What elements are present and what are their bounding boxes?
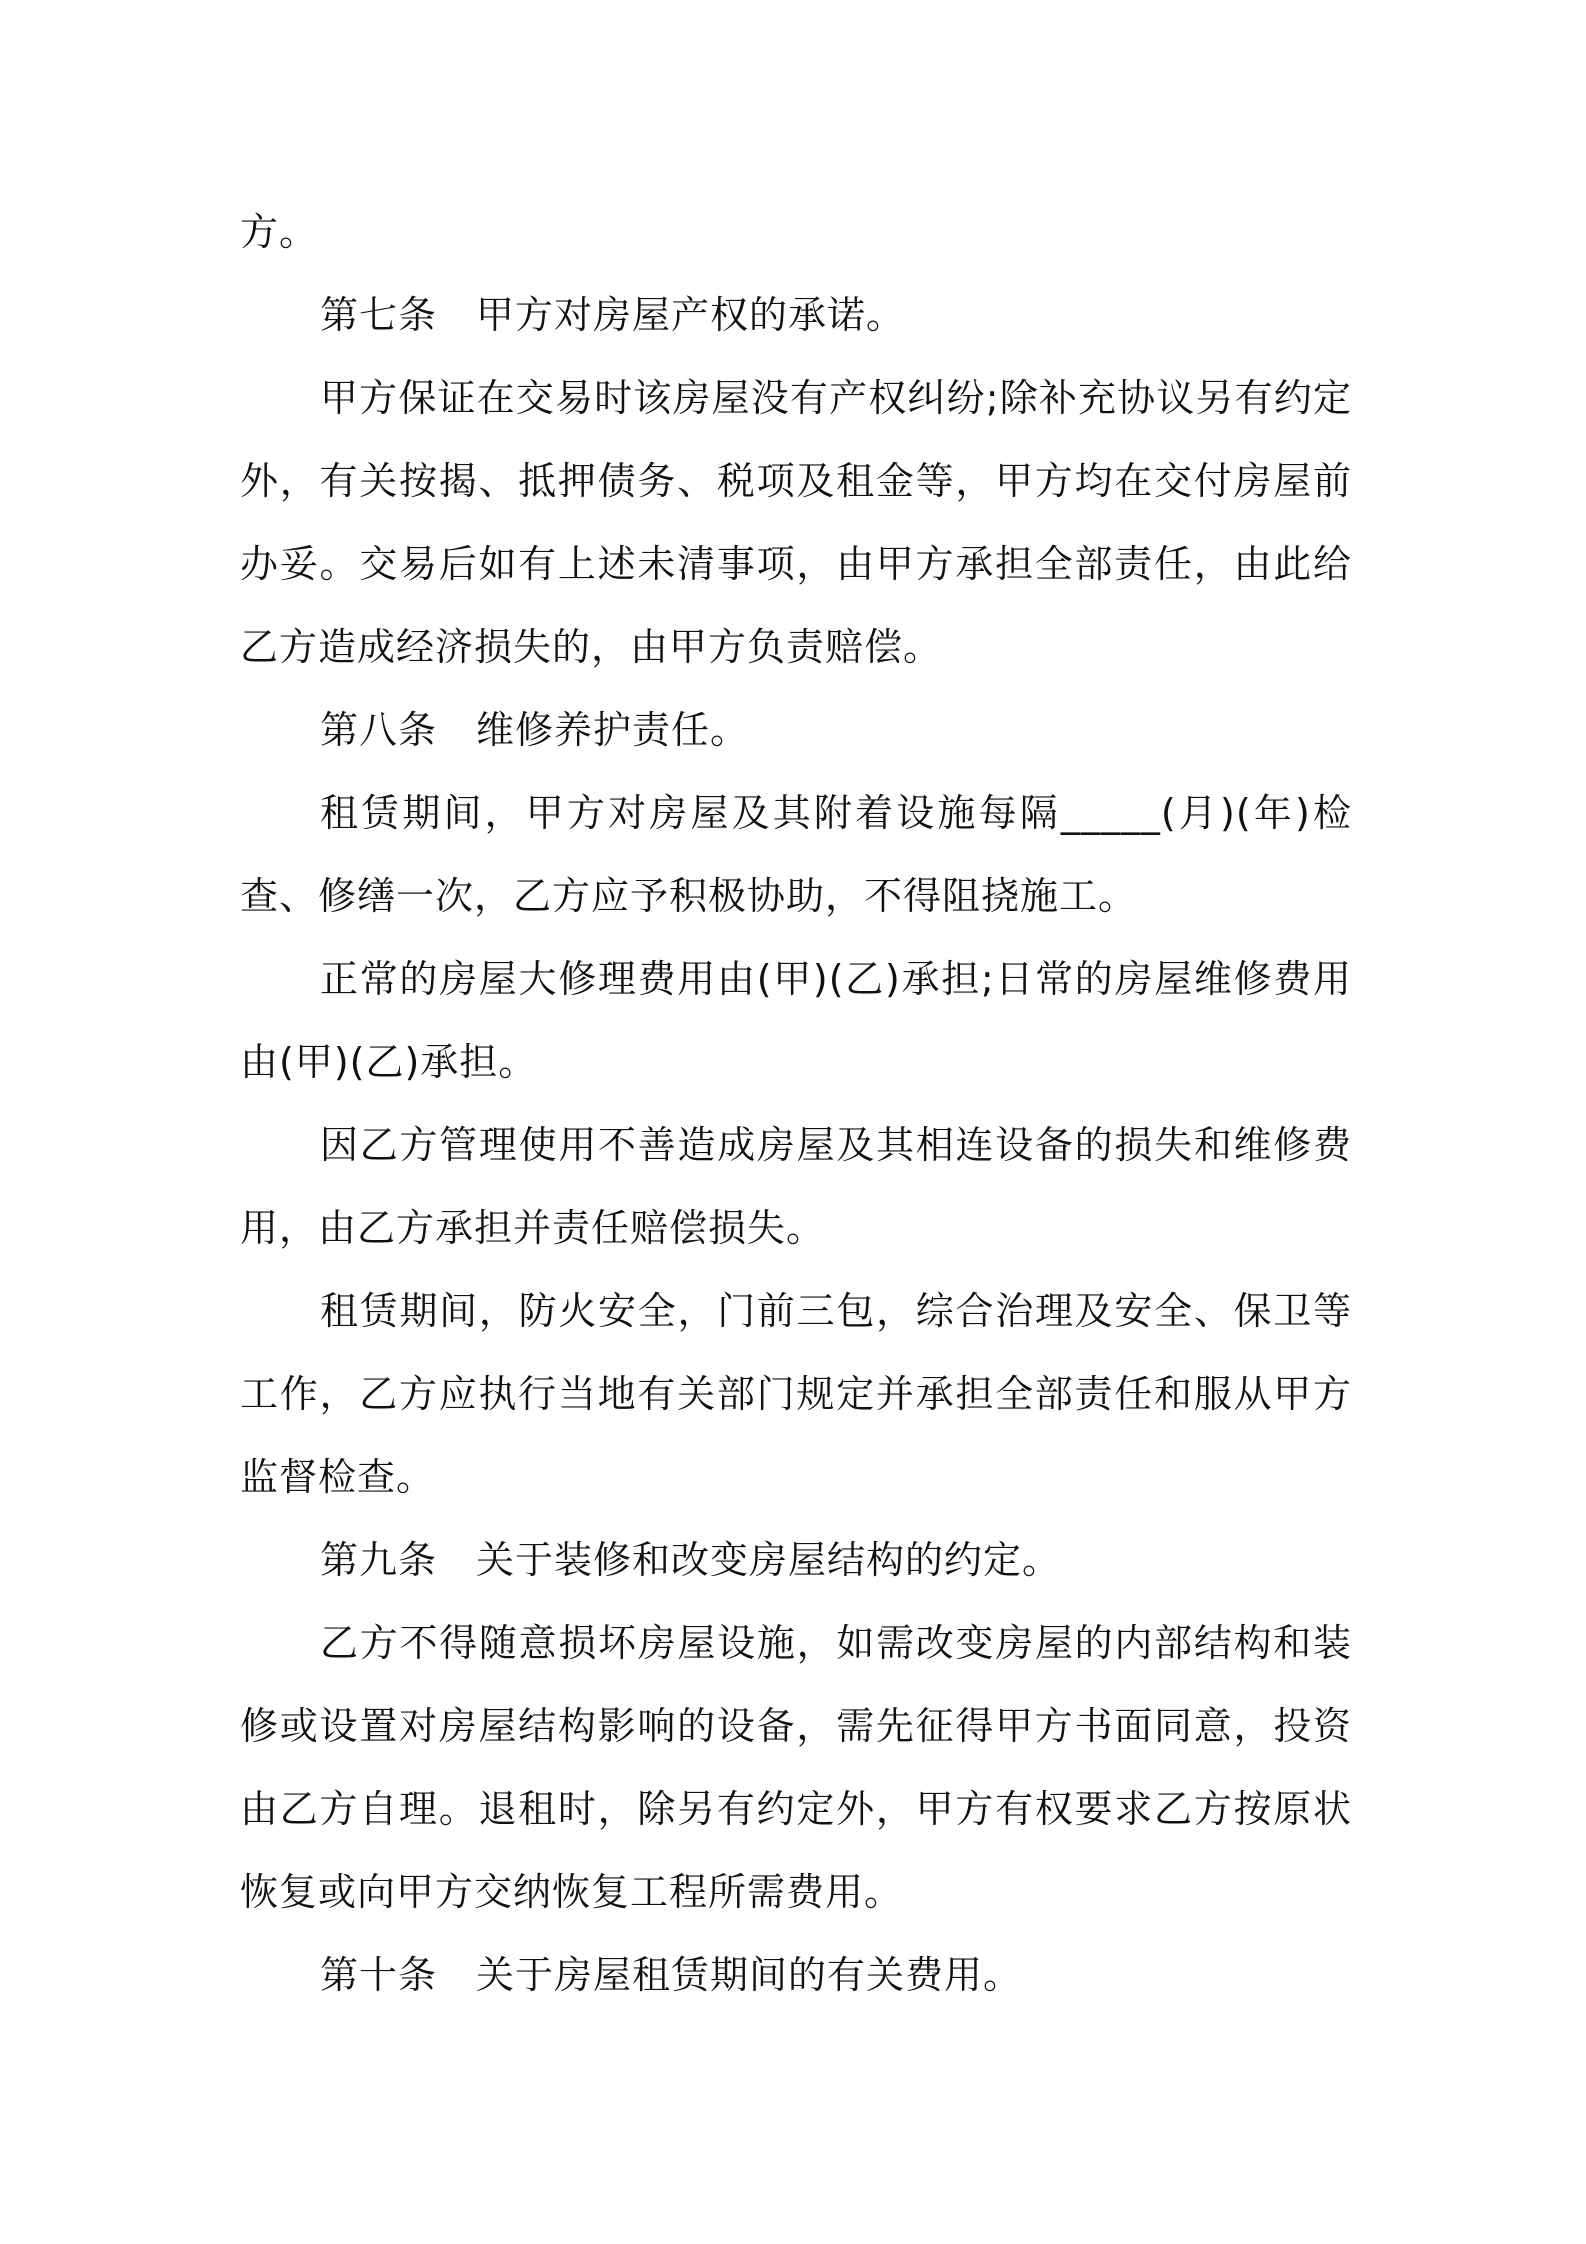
article-9-body: 乙方不得随意损坏房屋设施，如需改变房屋的内部结构和装修或设置对房屋结构影响的设备，需先征得甲方书面同意，投资由乙方自理。退租时，除另有约定外，甲方有权要求乙方按原状恢复或向甲方交纳恢复工程所需费用。 xyxy=(240,1621,1352,1914)
article-9-heading: 第九条 关于装修和改变房屋结构的约定。 xyxy=(320,1538,1062,1582)
article-7-heading: 第七条 甲方对房屋产权的承诺。 xyxy=(320,293,906,337)
article-7-body: 甲方保证在交易时该房屋没有产权纠纷;除补充协议另有约定外，有关按揭、抵押债务、税项及租金等，甲方均在交付房屋前办妥。交易后如有上述未清事项，由甲方承担全部责任，由此给乙方造成经济损失的，由甲方负责赔偿。 xyxy=(240,376,1352,669)
article-10-heading: 第十条 关于房屋租赁期间的有关费用。 xyxy=(320,1953,1023,1997)
article-8-safety: 租赁期间，防火安全，门前三包，综合治理及安全、保卫等工作，乙方应执行当地有关部门规定并承担全部责任和服从甲方监督检查。 xyxy=(240,1289,1352,1499)
article-8-inspection: 租赁期间，甲方对房屋及其附着设施每隔_____(月)(年)检查、修缮一次，乙方应予积极协助，不得阻挠施工。 xyxy=(240,791,1352,918)
article-8-repair-costs: 正常的房屋大修理费用由(甲)(乙)承担;日常的房屋维修费用由(甲)(乙)承担。 xyxy=(240,957,1352,1084)
article-8-heading: 第八条 维修养护责任。 xyxy=(320,708,750,752)
article-8-damage-liability: 因乙方管理使用不善造成房屋及其相连设备的损失和维修费用，由乙方承担并责任赔偿损失。 xyxy=(240,1123,1352,1250)
document-body xyxy=(240,191,1352,2017)
paragraph-continuation: 方。 xyxy=(240,210,319,254)
